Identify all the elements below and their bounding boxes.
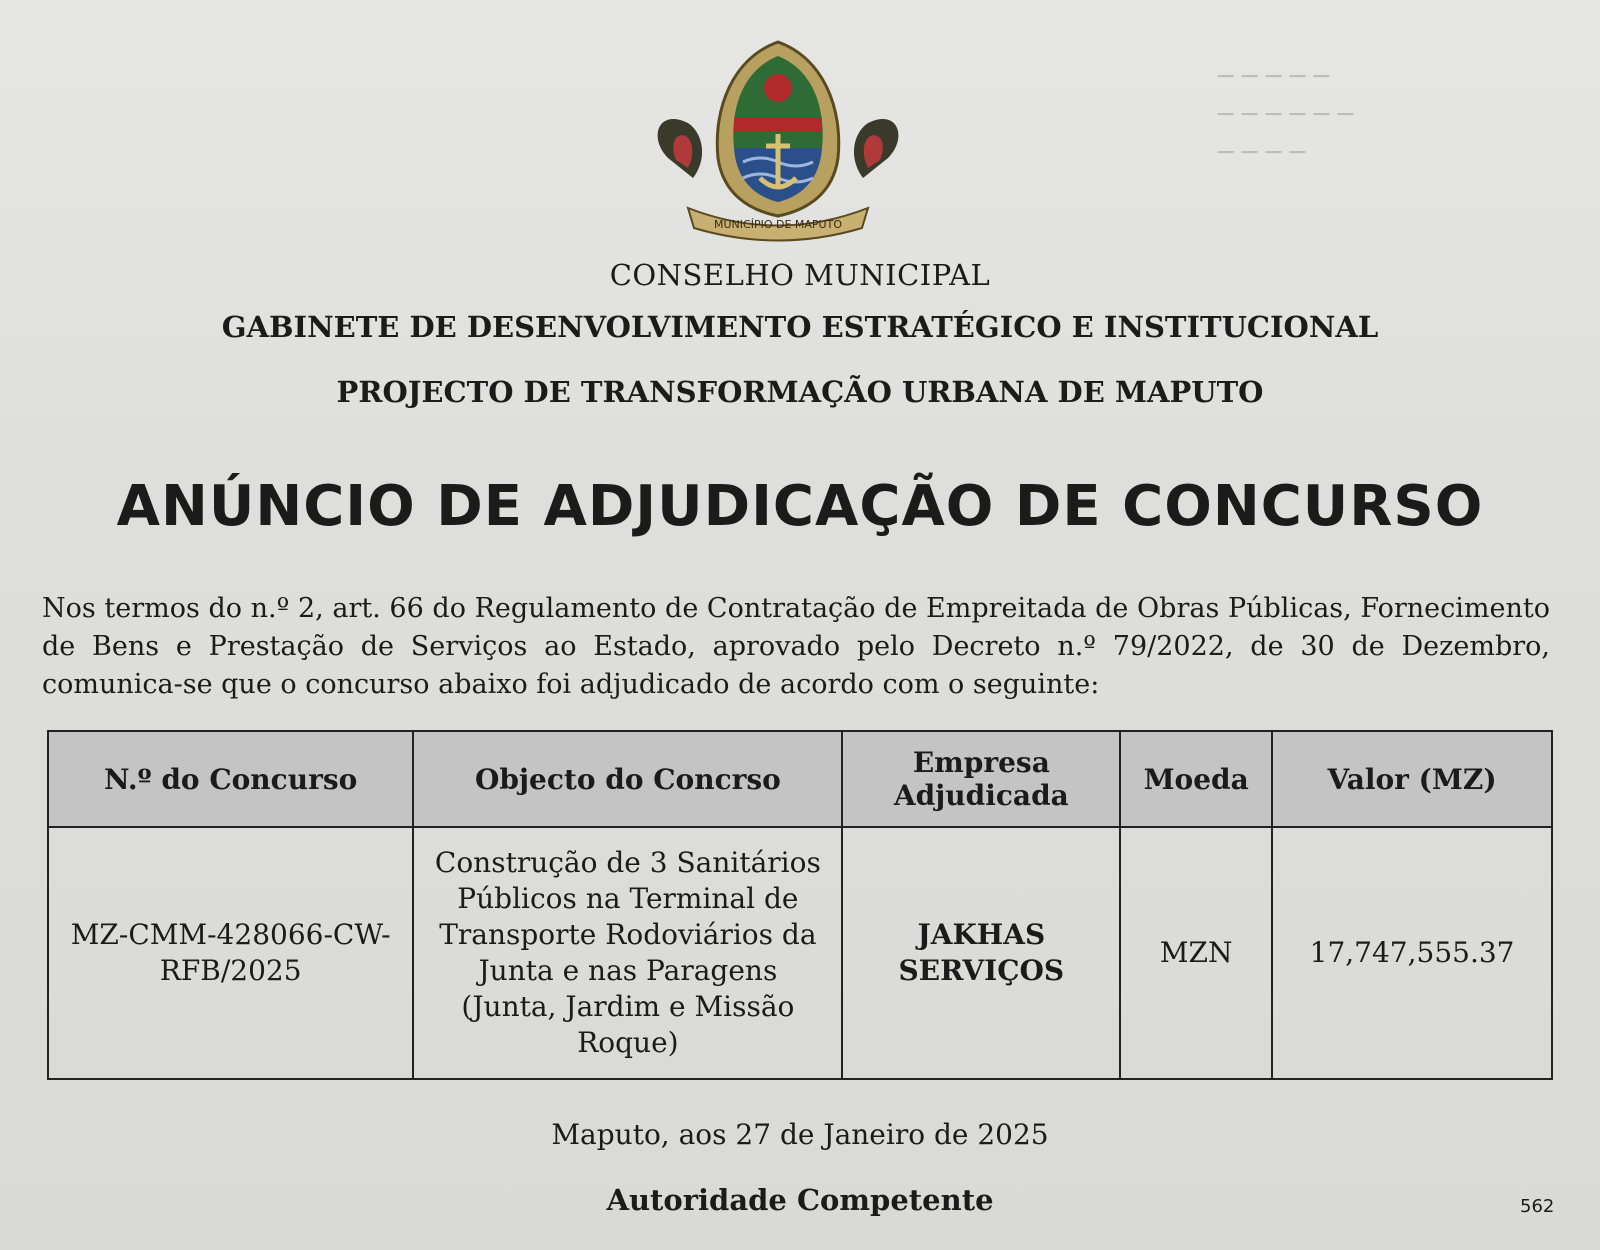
intro-paragraph: Nos termos do n.º 2, art. 66 do Regulamento de Contratação de Empreitada de Obras Públicas, Fornecimento de Bens e Prestação de Serviços ao Estado, aprovado pelo Decreto n.º 79/2022, de 30 de Dezembro, comunica-se que o concurso abaixo foi adjudicado de acordo com o seguinte: — [42, 593, 1550, 700]
cell-object: Construção de 3 Sanitários Públicos na Terminal de Transporte Rodoviários da Junta e nas Paragens (Junta, Jardim e Missão Roque) — [413, 827, 842, 1079]
col-header-company: Empresa Adjudicada — [842, 731, 1120, 827]
col-header-tender-number: N.º do Concurso — [48, 731, 413, 827]
col-header-object: Objecto do Concrso — [413, 731, 842, 827]
cell-currency: MZN — [1120, 827, 1272, 1079]
table-row — [48, 827, 1552, 1079]
cell-value: 17,747,555.37 — [1272, 827, 1552, 1079]
signature-date: Maputo, aos 27 de Janeiro de 2025 — [551, 1118, 1049, 1151]
project-name: PROJECTO DE TRANSFORMAÇÃO URBANA DE MAPUTO — [336, 375, 1264, 409]
crest-ribbon-text: MUNICÍPIO DE MAPUTO — [714, 218, 842, 231]
table-header-row — [48, 731, 1552, 827]
municipal-crest-emblem — [648, 38, 908, 248]
award-table — [47, 730, 1553, 1080]
cell-tender-number: MZ-CMM-428066-CW-RFB/2025 — [48, 827, 413, 1079]
council-name: CONSELHO MUNICIPAL — [609, 258, 991, 292]
reference-number: 562 — [1520, 1196, 1555, 1217]
cabinet-name: GABINETE DE DESENVOLVIMENTO ESTRATÉGICO E INSTITUCIONAL — [221, 310, 1379, 344]
col-header-currency: Moeda — [1120, 731, 1272, 827]
cell-company: JAKHAS SERVIÇOS — [842, 827, 1120, 1079]
announcement-title: ANÚNCIO DE ADJUDICAÇÃO DE CONCURSO — [116, 474, 1484, 539]
bleed-through-text: ─ ─ ─ ─ ─ ─ ─ ─ ─ ─ ─ ─ ─ ─ ─ — [1217, 62, 1354, 168]
col-header-value: Valor (MZ) — [1272, 731, 1552, 827]
signature-authority: Autoridade Competente — [606, 1183, 994, 1217]
